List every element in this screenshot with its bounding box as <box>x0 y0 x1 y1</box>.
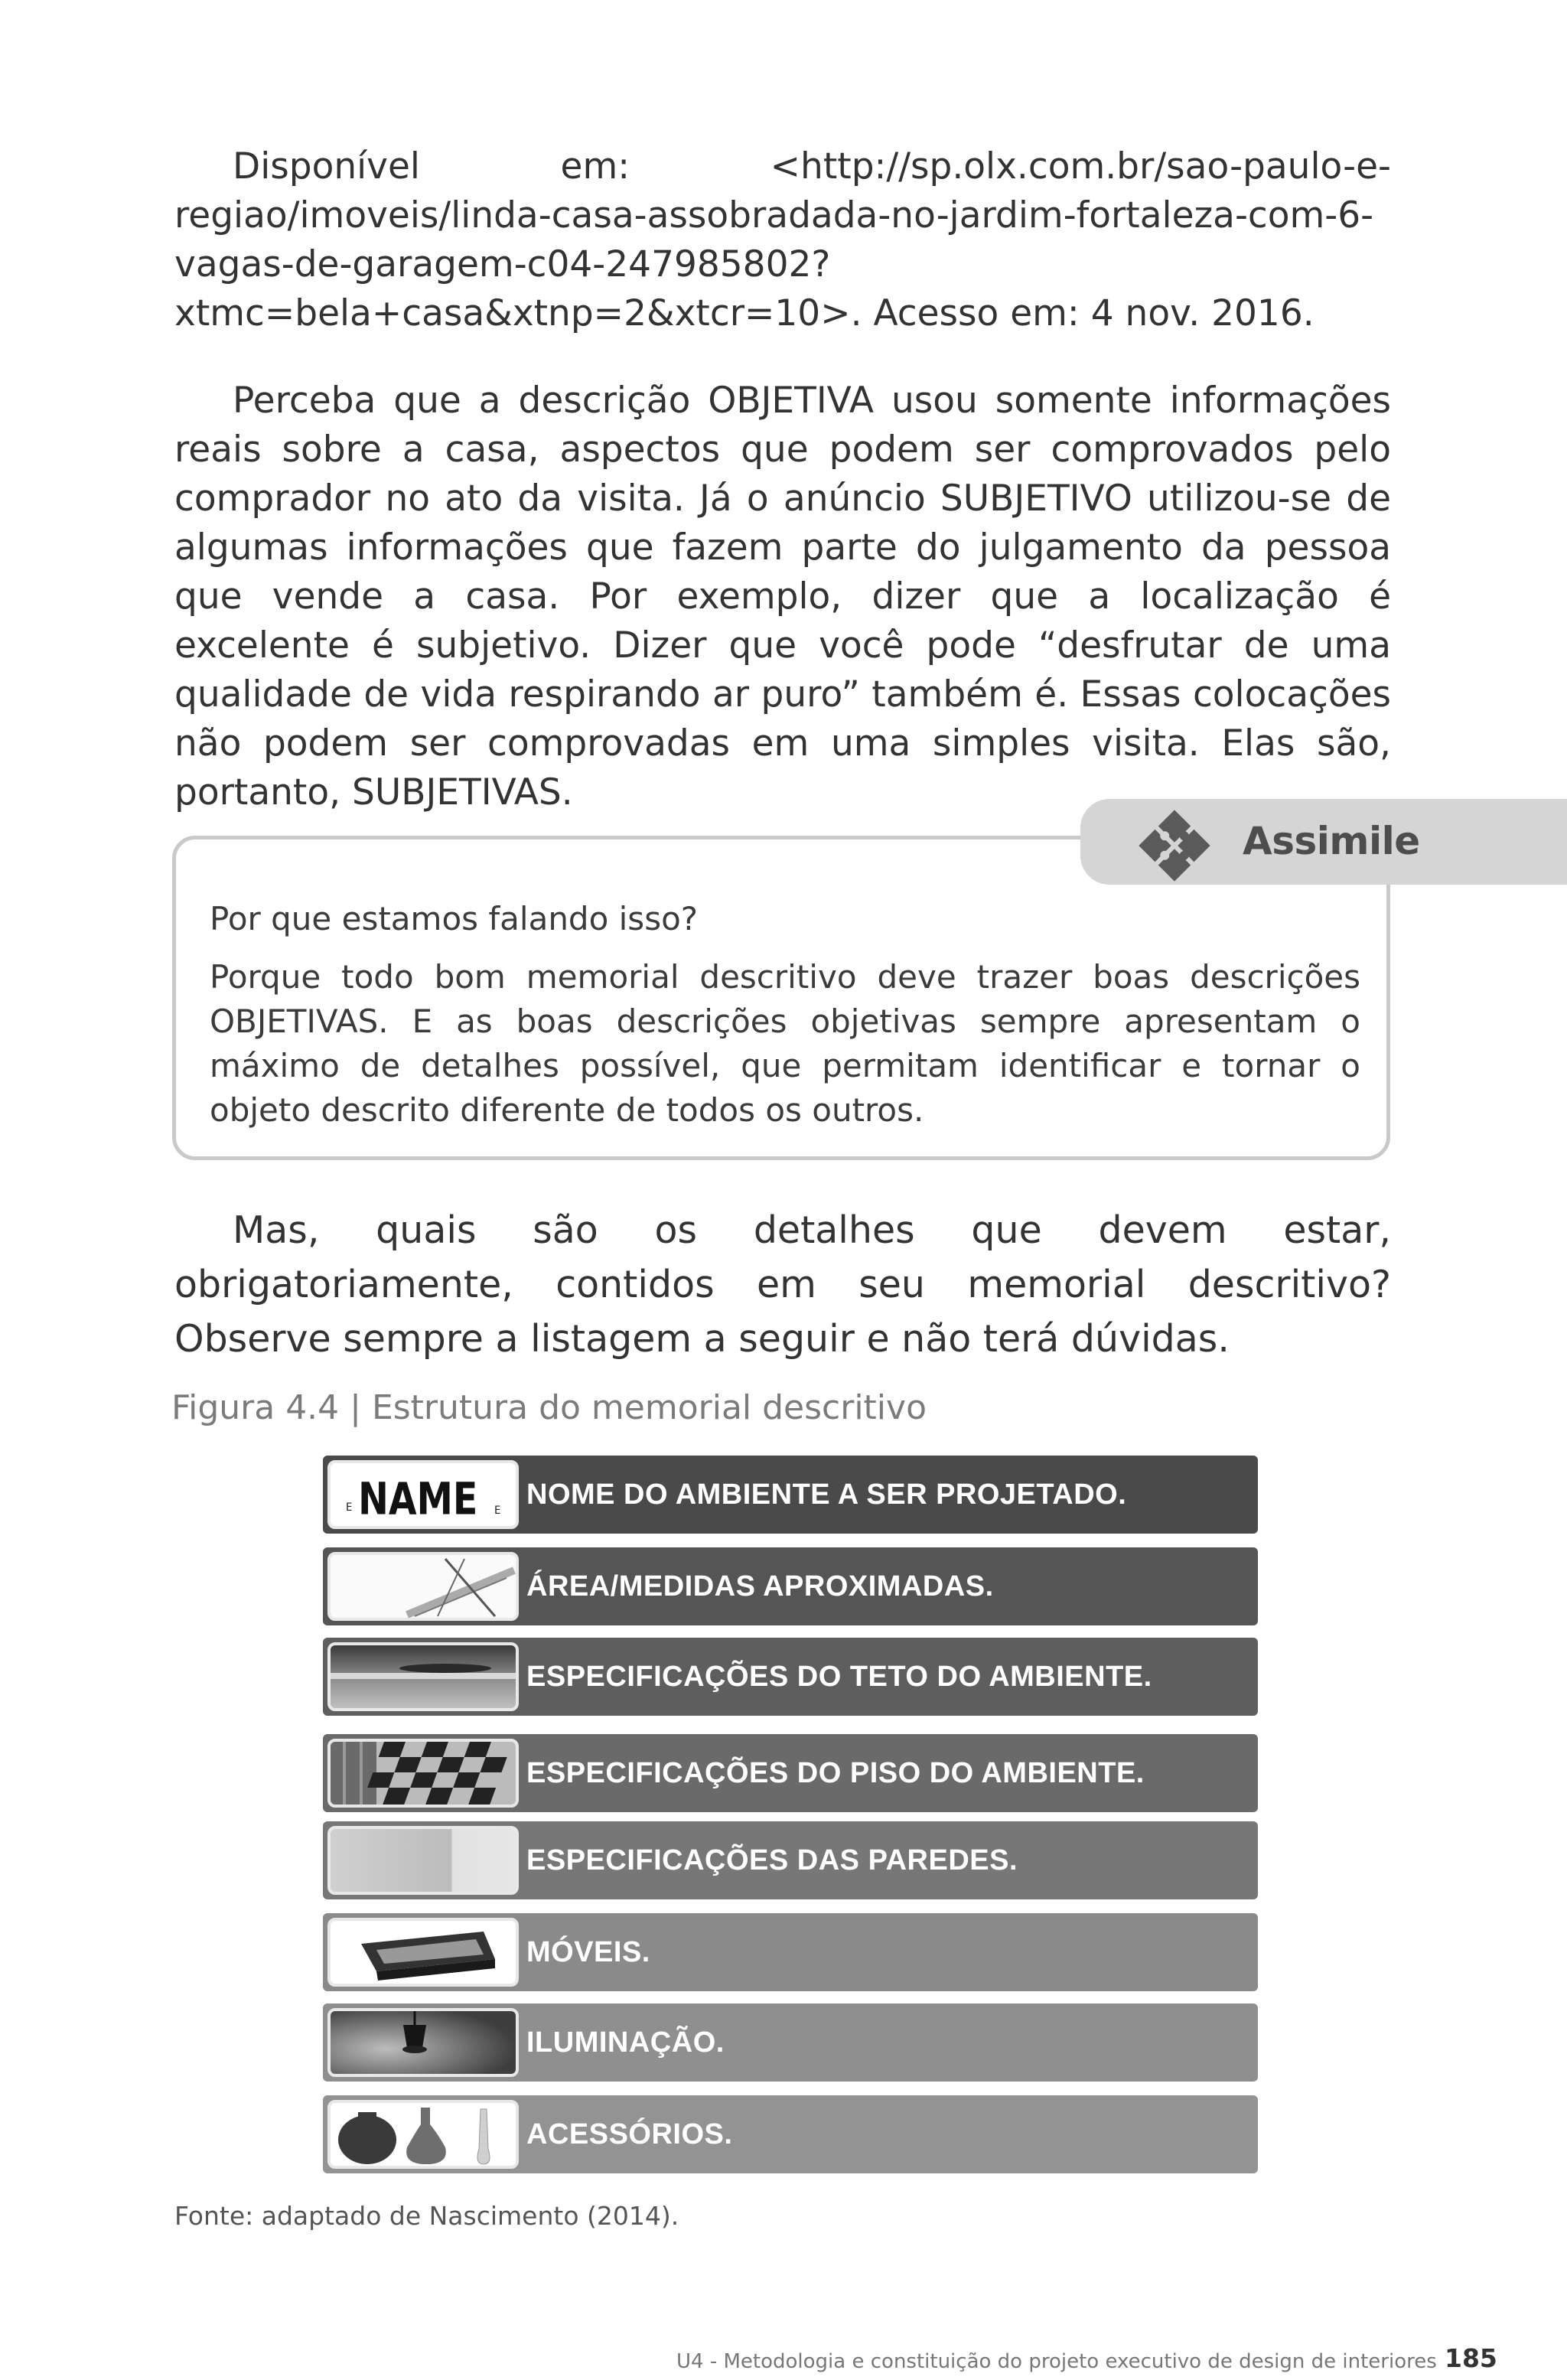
assimile-question: Por que estamos falando isso? <box>210 900 699 937</box>
row-label-area: ÁREA/MEDIDAS APROXIMADAS. <box>526 1570 994 1602</box>
row-label-floor: ESPECIFICAÇÕES DO PISO DO AMBIENTE. <box>526 1757 1145 1789</box>
figure-source: Fonte: adaptado de Nascimento (2014). <box>174 2201 679 2231</box>
details-paragraph: Mas, quais são os detalhes que devem estar, obrigatoriamente, contidos em seu memorial descritivo? Observe sempre a listagem a seguir e não terá dúvidas. <box>174 1208 1391 1361</box>
svg-text:E: E <box>494 1505 501 1517</box>
row-label-ceiling: ESPECIFICAÇÕES DO TETO DO AMBIENTE. <box>526 1661 1152 1693</box>
figure-row-accessories <box>323 2095 1258 2173</box>
page-number: 185 <box>1445 2343 1497 2373</box>
citation-paragraph: Disponível em: <http://sp.olx.com.br/sao-paulo-e-regiao/imoveis/linda-casa-assobradada-no-jardim-fortaleza-com-6-vagas-de-garagem-c04-247985802?xtmc=bela+casa&xtnp=2&xtcr=10>. Acesso em: 4 nov. 2016. <box>174 145 1391 334</box>
figure-row-area <box>323 1547 1258 1625</box>
puzzle-icon <box>1132 804 1217 888</box>
floor-thumbnail <box>327 1739 519 1808</box>
name-thumbnail-text: NAME <box>358 1474 478 1525</box>
row-label-lighting: ILUMINAÇÃO. <box>526 2026 725 2059</box>
objective-subjective-paragraph: Perceba que a descrição OBJETIVA usou somente informações reais sobre a casa, aspectos que podem ser comprovados pelo comprador no ato da visita. Já o anúncio SUBJETIVO utilizou-se de algumas informações que fazem parte do julgamento da pessoa que vende a casa. Por exemplo, dizer que a localização é excelente é subjetivo. Dizer que você pode “desfrutar de uma qualidade de vida respirando ar puro” também é. Essas colocações não podem ser comprovadas em uma simples visita. Elas são, portanto, SUBJETIVAS. <box>174 380 1391 813</box>
figure-row-floor <box>323 1734 1258 1812</box>
vases-thumbnail <box>327 2100 519 2169</box>
figure-row-name <box>323 1456 1258 1534</box>
name-thumbnail <box>327 1460 519 1529</box>
figure-caption: Figura 4.4 | Estrutura do memorial descritivo <box>171 1388 927 1427</box>
assimile-answer: Porque todo bom memorial descritivo deve trazer boas descrições OBJETIVAS. E as boas descrições objetivas sempre apresentam o máximo de detalhes possível, que permitam identificar e tornar o objeto descrito diferente de todos os outros. <box>210 958 1360 1129</box>
row-label-walls: ESPECIFICAÇÕES DAS PAREDES. <box>526 1844 1018 1876</box>
sofa-thumbnail <box>327 1918 519 1987</box>
figure-row-lighting <box>323 2003 1258 2082</box>
lamp-thumbnail <box>327 2008 519 2077</box>
ceiling-thumbnail <box>327 1642 519 1711</box>
figure-row-walls <box>323 1821 1258 1899</box>
footer-text: U4 - Metodologia e constituição do projeto executivo de design de interiores <box>676 2350 1437 2373</box>
row-label-furniture: MÓVEIS. <box>526 1936 650 1968</box>
svg-text:E: E <box>346 1501 353 1514</box>
figure-row-furniture <box>323 1913 1258 1991</box>
figure-row-ceiling <box>323 1638 1258 1716</box>
assimile-label: Assimile <box>1243 819 1420 863</box>
measuring-tools-thumbnail <box>327 1552 519 1621</box>
row-label-accessories: ACESSÓRIOS. <box>526 2118 733 2150</box>
walls-thumbnail <box>327 1826 519 1895</box>
row-label-name: NOME DO AMBIENTE A SER PROJETADO. <box>526 1479 1127 1511</box>
